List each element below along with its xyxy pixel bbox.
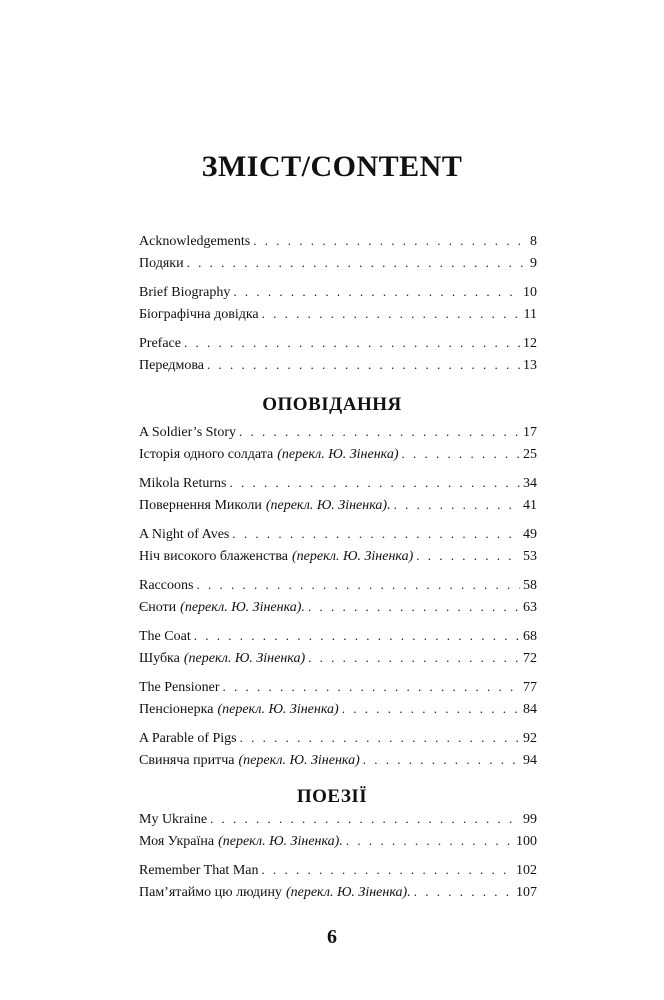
- entry-page-number: 100: [516, 834, 537, 849]
- entry-title-text: Пенсіонерка: [139, 702, 214, 717]
- entry-title-text: Історія одного солдата: [139, 447, 274, 462]
- entry-page-number: 72: [523, 651, 537, 666]
- toc-group: [139, 281, 537, 325]
- toc-entry[interactable]: [139, 676, 537, 698]
- entry-title-text: Єноти: [139, 600, 177, 615]
- dot-leader: [262, 303, 521, 325]
- dot-leader: [239, 421, 520, 443]
- stories-heading: ОПОВІДАННЯ: [262, 394, 402, 415]
- toc-entry[interactable]: [139, 523, 537, 545]
- entry-page-number: 99: [523, 812, 537, 827]
- entry-page-number: 58: [523, 578, 537, 593]
- entry-title-text: Подяки: [139, 256, 184, 271]
- entry-title: [139, 422, 236, 444]
- entry-title: [139, 728, 237, 750]
- entry-title: [139, 860, 259, 882]
- entry-translator: (перекл. Ю. Зіненка).: [265, 498, 391, 513]
- dot-leader: [253, 230, 527, 252]
- entry-title-text: Біографічна довідка: [139, 307, 259, 322]
- dot-leader: [184, 332, 520, 354]
- entry-title-text: Preface: [139, 336, 181, 351]
- toc-entry[interactable]: [139, 443, 537, 465]
- entry-title: [139, 882, 411, 904]
- entry-page-number: 63: [523, 600, 537, 615]
- entry-title: [139, 750, 360, 772]
- entry-translator: (перекл. Ю. Зіненка).: [285, 885, 411, 900]
- entry-translator: (перекл. Ю. Зіненка).: [218, 834, 343, 849]
- entry-title: [139, 597, 305, 619]
- entry-title-text: A Night of Aves: [139, 527, 230, 542]
- entry-title-text: Mikola Returns: [139, 476, 227, 491]
- entry-title: [139, 355, 204, 377]
- entry-title: [139, 231, 250, 253]
- entry-page-number: 8: [530, 234, 537, 249]
- toc-entry[interactable]: [139, 472, 537, 494]
- entry-title-text: Raccoons: [139, 578, 194, 593]
- stories-list: [139, 421, 537, 778]
- entry-title: [139, 831, 343, 853]
- dot-leader: [233, 281, 520, 303]
- entry-translator: (перекл. Ю. Зіненка): [183, 651, 306, 666]
- page-title: ЗМІСТ/CONTENT: [201, 150, 463, 183]
- entry-translator: (перекл. Ю. Зіненка): [291, 549, 414, 564]
- dot-leader: [394, 494, 520, 516]
- toc-group: [139, 625, 537, 669]
- dot-leader: [210, 808, 520, 830]
- toc-entry[interactable]: [139, 494, 537, 516]
- entry-page-number: 25: [523, 447, 537, 462]
- toc-entry[interactable]: [139, 698, 537, 720]
- entry-title: [139, 626, 191, 648]
- page-number: 6: [327, 926, 337, 948]
- entry-title-text: Повернення Миколи: [139, 498, 262, 513]
- entry-title-text: Ніч високого блаженства: [139, 549, 288, 564]
- dot-leader: [240, 727, 520, 749]
- entry-page-number: 9: [530, 256, 537, 271]
- dot-leader: [402, 443, 520, 465]
- toc-group: [139, 421, 537, 465]
- entry-page-number: 53: [523, 549, 537, 564]
- entry-page-number: 12: [523, 336, 537, 351]
- dot-leader: [230, 472, 521, 494]
- entry-page-number: 107: [516, 885, 537, 900]
- toc-entry[interactable]: [139, 830, 537, 852]
- entry-page-number: 94: [523, 753, 537, 768]
- toc-entry[interactable]: [139, 332, 537, 354]
- toc-group: [139, 676, 537, 720]
- entry-title: [139, 253, 184, 275]
- entry-title-text: Пам’ятаймо цю людину: [139, 885, 282, 900]
- entry-title: [139, 677, 219, 699]
- entry-translator: (перекл. Ю. Зіненка).: [180, 600, 305, 615]
- front-matter-list: [139, 230, 537, 383]
- toc-entry[interactable]: [139, 808, 537, 830]
- toc-entry[interactable]: [139, 596, 537, 618]
- dot-leader: [363, 749, 520, 771]
- entry-title-text: A Soldier’s Story: [139, 425, 236, 440]
- toc-entry[interactable]: [139, 421, 537, 443]
- dot-leader: [414, 881, 513, 903]
- entry-page-number: 84: [523, 702, 537, 717]
- dot-leader: [342, 698, 520, 720]
- entry-title: [139, 699, 339, 721]
- toc-entry[interactable]: [139, 574, 537, 596]
- toc-entry[interactable]: [139, 647, 537, 669]
- entry-page-number: 17: [523, 425, 537, 440]
- toc-group: [139, 230, 537, 274]
- dot-leader: [262, 859, 514, 881]
- dot-leader: [308, 647, 520, 669]
- entry-title-text: Acknowledgements: [139, 234, 251, 249]
- entry-translator: (перекл. Ю. Зіненка): [238, 753, 360, 768]
- toc-group: [139, 727, 537, 771]
- toc-entry[interactable]: [139, 230, 537, 252]
- entry-title-text: The Coat: [139, 629, 191, 644]
- entry-title-text: My Ukraine: [139, 812, 208, 827]
- toc-group: [139, 523, 537, 567]
- toc-entry[interactable]: [139, 727, 537, 749]
- toc-group: [139, 332, 537, 376]
- poems-list: [139, 808, 537, 910]
- dot-leader: [308, 596, 520, 618]
- dot-leader: [416, 545, 520, 567]
- entry-title-text: Remember That Man: [139, 863, 259, 878]
- toc-entry[interactable]: [139, 625, 537, 647]
- dot-leader: [196, 574, 520, 596]
- dot-leader: [222, 676, 520, 698]
- dot-leader: [187, 252, 527, 274]
- entry-page-number: 41: [523, 498, 537, 513]
- entry-page-number: 92: [523, 731, 537, 746]
- dot-leader: [232, 523, 520, 545]
- entry-page-number: 49: [523, 527, 537, 542]
- entry-title: [139, 304, 259, 326]
- dot-leader: [207, 354, 520, 376]
- toc-group: [139, 859, 537, 903]
- toc-group: [139, 808, 537, 852]
- dot-leader: [194, 625, 520, 647]
- toc-group: [139, 472, 537, 516]
- entry-page-number: 13: [523, 358, 537, 373]
- entry-page-number: 68: [523, 629, 537, 644]
- toc-entry[interactable]: [139, 859, 537, 881]
- toc-entry[interactable]: [139, 881, 537, 903]
- dot-leader: [346, 830, 513, 852]
- poems-heading: ПОЕЗІЇ: [296, 786, 368, 807]
- entry-title-text: Моя Україна: [139, 834, 215, 849]
- entry-title: [139, 495, 391, 517]
- entry-title-text: The Pensioner: [139, 680, 220, 695]
- entry-page-number: 77: [523, 680, 537, 695]
- entry-title-text: Передмова: [139, 358, 204, 373]
- entry-title: [139, 524, 229, 546]
- toc-entry[interactable]: [139, 354, 537, 376]
- toc-entry[interactable]: [139, 281, 537, 303]
- entry-title: [139, 282, 230, 304]
- toc-entry[interactable]: [139, 545, 537, 567]
- entry-title-text: Шубка: [139, 651, 180, 666]
- toc-entry[interactable]: [139, 303, 537, 325]
- entry-page-number: 10: [523, 285, 537, 300]
- toc-entry[interactable]: [139, 749, 537, 771]
- toc-group: [139, 574, 537, 618]
- entry-title: [139, 333, 181, 355]
- entry-title: [139, 546, 413, 568]
- entry-title-text: Brief Biography: [139, 285, 231, 300]
- entry-page-number: 11: [523, 307, 537, 322]
- entry-page-number: 102: [516, 863, 537, 878]
- entry-title-text: Свиняча притча: [139, 753, 235, 768]
- entry-title: [139, 809, 207, 831]
- entry-title: [139, 648, 305, 670]
- entry-translator: (перекл. Ю. Зіненка): [217, 702, 339, 717]
- toc-entry[interactable]: [139, 252, 537, 274]
- entry-title: [139, 575, 193, 597]
- entry-title: [139, 444, 399, 466]
- entry-translator: (перекл. Ю. Зіненка): [277, 447, 399, 462]
- entry-title-text: A Parable of Pigs: [139, 731, 237, 746]
- entry-page-number: 34: [523, 476, 537, 491]
- entry-title: [139, 473, 227, 495]
